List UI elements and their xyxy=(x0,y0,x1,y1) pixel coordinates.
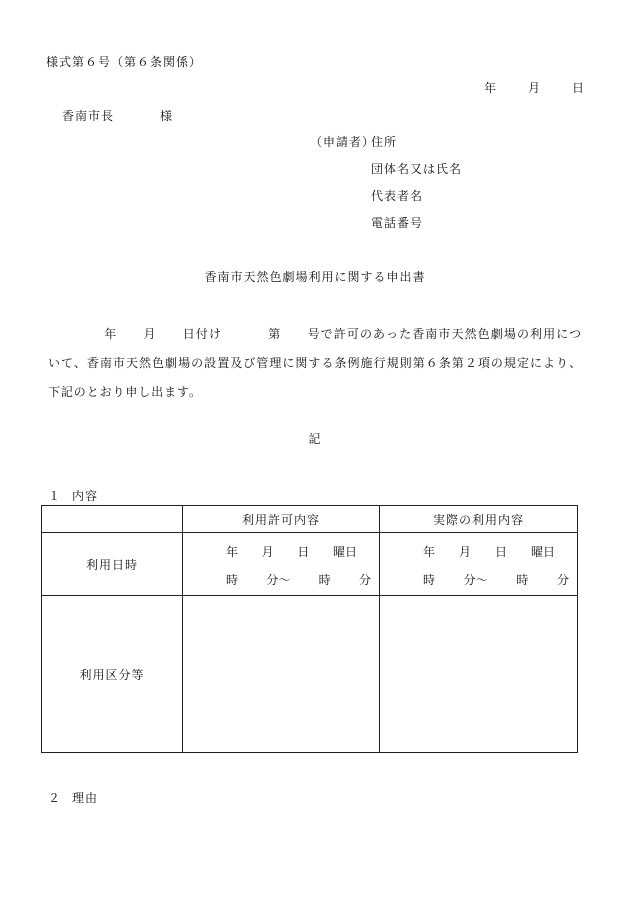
ki-heading: 記 xyxy=(308,432,322,446)
permitted-day: 日 xyxy=(297,545,310,559)
section-2-label: 理由 xyxy=(72,791,99,805)
section-2-number: ２ xyxy=(48,791,62,805)
body-text-rest: 号で許可のあった香南市天然色劇場の利用について、香南市天然色劇場の設置及び管理に関する条例施行規則第６条第２項の規定により、下記のとおり申し出ます。 xyxy=(48,327,583,399)
date-day: 日 xyxy=(571,81,584,95)
actual-weekday: 曜日 xyxy=(530,545,555,559)
permitted-end-hour: 時 xyxy=(318,573,331,587)
permitted-month: 月 xyxy=(261,545,274,559)
row-label-usage: 利用区分等 xyxy=(42,596,183,753)
actual-end-hour: 時 xyxy=(516,573,529,587)
body-month: 月 xyxy=(143,327,157,341)
header-permitted-content: 利用許可内容 xyxy=(183,506,380,533)
addressee-name: 香南市長 xyxy=(62,109,115,123)
actual-year: 年 xyxy=(423,545,436,559)
content-table xyxy=(41,505,578,753)
header-blank xyxy=(42,506,183,533)
actual-month: 月 xyxy=(458,545,471,559)
actual-start-minute: 分～ xyxy=(463,573,488,587)
applicant-name-label: 団体名又は氏名 xyxy=(371,162,463,176)
permitted-year: 年 xyxy=(226,545,239,559)
applicant-phone-label: 電話番号 xyxy=(371,216,424,230)
section-2-heading xyxy=(48,789,98,806)
body-dai: 第 xyxy=(268,327,282,341)
header-actual-content: 実際の利用内容 xyxy=(380,506,578,533)
permitted-start-minute: 分～ xyxy=(266,573,291,587)
body-year: 年 xyxy=(104,327,118,341)
actual-date-line xyxy=(380,543,577,560)
actual-datetime-cell[interactable] xyxy=(380,533,578,596)
row-label-datetime: 利用日時 xyxy=(42,533,183,596)
section-1-label: 内容 xyxy=(72,489,99,503)
actual-day: 日 xyxy=(494,545,507,559)
addressee-honorific: 様 xyxy=(160,109,174,123)
submission-date xyxy=(484,79,584,96)
applicant-label: （申請者） xyxy=(310,135,376,149)
permitted-datetime-cell[interactable] xyxy=(183,533,380,596)
applicant-address-label: 住所 xyxy=(371,135,398,149)
actual-start-hour: 時 xyxy=(423,573,436,587)
permitted-start-hour: 時 xyxy=(226,573,239,587)
date-year: 年 xyxy=(484,81,497,95)
permitted-time-line xyxy=(183,571,379,588)
actual-usage-cell[interactable] xyxy=(380,596,578,753)
applicant-representative-label: 代表者名 xyxy=(371,189,424,203)
permitted-end-minute: 分 xyxy=(358,573,371,587)
table-row-usage xyxy=(42,596,578,753)
permitted-usage-cell[interactable] xyxy=(183,596,380,753)
actual-end-minute: 分 xyxy=(556,573,569,587)
date-month: 月 xyxy=(527,81,540,95)
form-number: 様式第６号（第６条関係） xyxy=(46,55,203,69)
table-header-row xyxy=(42,506,578,533)
section-1-heading xyxy=(48,487,98,504)
body-dated: 日付け xyxy=(182,327,223,341)
permitted-date-line xyxy=(183,543,379,560)
document-title: 香南市天然色劇場利用に関する申出書 xyxy=(204,270,426,284)
actual-time-line xyxy=(380,571,577,588)
table-row-datetime xyxy=(42,533,578,596)
addressee xyxy=(62,107,173,124)
permitted-weekday: 曜日 xyxy=(332,545,357,559)
section-1-number: １ xyxy=(48,489,62,503)
body-paragraph xyxy=(48,320,582,407)
